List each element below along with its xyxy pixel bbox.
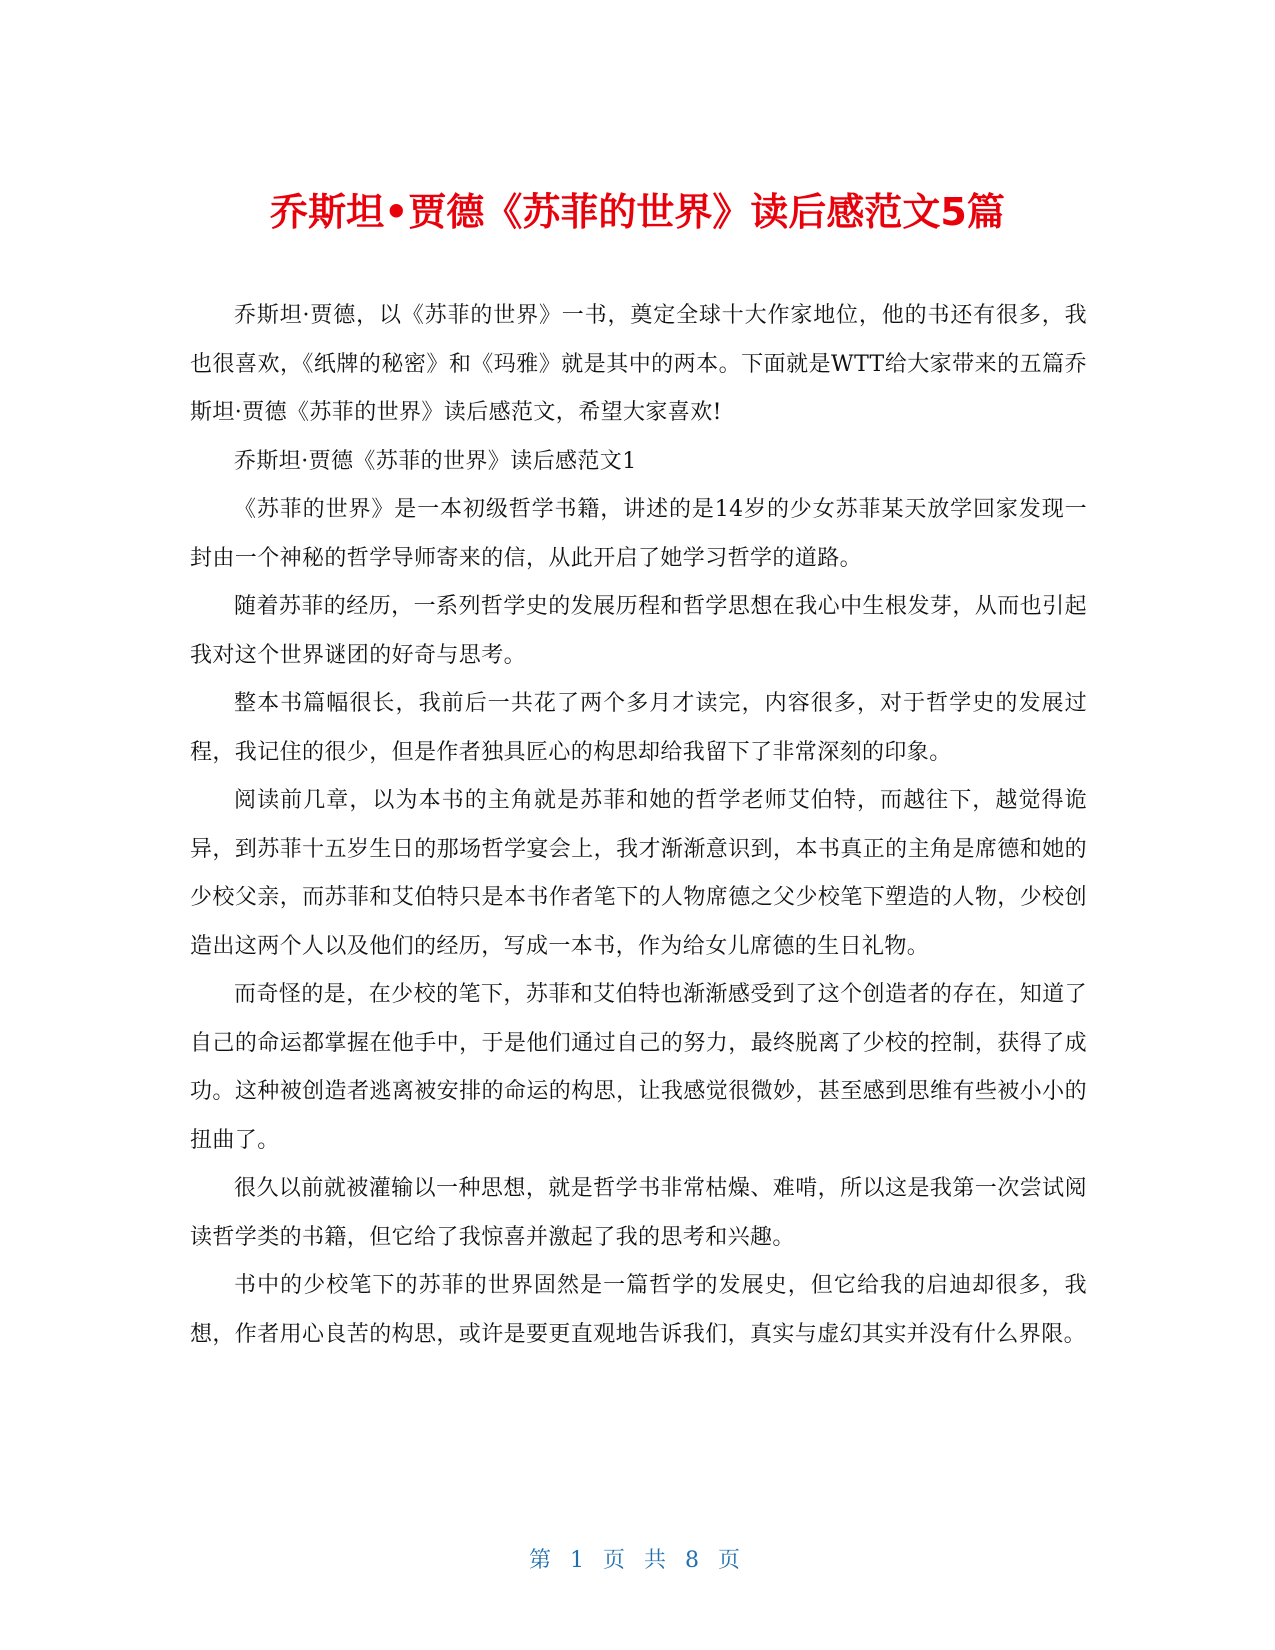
- paragraph: 阅读前几章，以为本书的主角就是苏菲和她的哲学老师艾伯特，而越往下，越觉得诡异，到苏菲十五岁生日的那场哲学宴会上，我才渐渐意识到，本书真正的主角是席德和她的少校父亲，而苏菲和艾伯特只是本书作者笔下的人物席德之父少校笔下塑造的人物，少校创造出这两个人以及他们的经历，写成一本书，作为给女儿席德的生日礼物。: [190, 788, 1087, 959]
- paragraph: 而奇怪的是，在少校的笔下，苏菲和艾伯特也渐渐感受到了这个创造者的存在，知道了自己的命运都掌握在他手中，于是他们通过自己的努力，最终脱离了少校的控制，获得了成功。这种被创造者逃离被安排的命运的构思，让我感觉很微妙，甚至感到思维有些被小小的扭曲了。: [190, 982, 1087, 1153]
- paragraph: 整本书篇幅很长，我前后一共花了两个多月才读完，内容很多，对于哲学史的发展过程，我记住的很少，但是作者独具匠心的构思却给我留下了非常深刻的印象。: [190, 691, 1087, 765]
- paragraph: 书中的少校笔下的苏菲的世界固然是一篇哲学的发展史，但它给我的启迪却很多，我想，作者用心良苦的构思，或许是要更直观地告诉我们，真实与虚幻其实并没有什么界限。: [190, 1273, 1087, 1347]
- section-heading: 乔斯坦·贾德《苏菲的世界》读后感范文1: [234, 448, 637, 474]
- paragraph: 随着苏菲的经历，一系列哲学史的发展历程和哲学思想在我心中生根发芽，从而也引起我对这个世界谜团的好奇与思考。: [190, 594, 1087, 668]
- page-number-footer: 第 1 页 共 8 页: [529, 1548, 746, 1573]
- paragraph: 《苏菲的世界》是一本初级哲学书籍，讲述的是14岁的少女苏菲某天放学回家发现一封由一个神秘的哲学导师寄来的信，从此开启了她学习哲学的道路。: [190, 497, 1087, 571]
- document-title: 乔斯坦•贾德《苏菲的世界》读后感范文5篇: [270, 190, 1005, 235]
- document-body: [190, 292, 1087, 1359]
- paragraph-intro: 乔斯坦·贾德，以《苏菲的世界》一书，奠定全球十大作家地位，他的书还有很多，我也很喜欢，《纸牌的秘密》和《玛雅》就是其中的两本。下面就是WTT给大家带来的五篇乔斯坦·贾德《苏菲的世界》读后感范文，希望大家喜欢!: [190, 303, 1087, 425]
- paragraph: 很久以前就被灌输以一种思想，就是哲学书非常枯燥、难啃，所以这是我第一次尝试阅读哲学类的书籍，但它给了我惊喜并激起了我的思考和兴趣。: [190, 1176, 1087, 1250]
